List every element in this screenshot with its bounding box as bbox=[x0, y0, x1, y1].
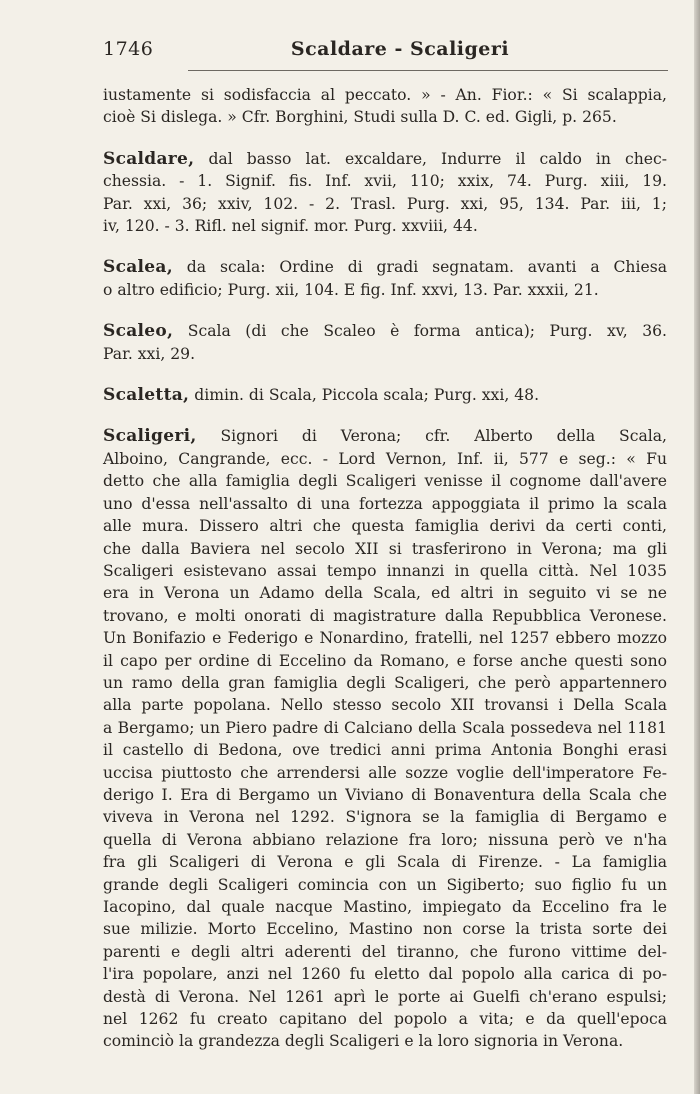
entry-line bbox=[103, 343, 667, 365]
dictionary-entry bbox=[103, 425, 667, 1052]
entry-text: derigo I. Era di Bergamo un Viviano di Bonaventura della Scala che bbox=[103, 785, 667, 804]
entry-line bbox=[103, 320, 667, 342]
entry-text: cominciò la grandezza degli Scaligeri e la loro signoria in Verona. bbox=[103, 1032, 624, 1051]
entry-line bbox=[103, 215, 667, 237]
entry-text: Par. xxi, 36; xxiv, 102. - 2. Trasl. Purg. xxi, 95, 134. Par. iii, 1; bbox=[103, 194, 667, 213]
entry-line bbox=[103, 425, 667, 447]
entry-line bbox=[103, 605, 667, 627]
entry-text: grande degli Scaligeri comincia con un Sigiberto; suo figlio fu un bbox=[103, 875, 667, 894]
entry-headword: Scaligeri, bbox=[103, 426, 197, 447]
entry-text: dal basso lat. excaldare, Indurre il caldo in chec- bbox=[194, 149, 667, 168]
entry-line bbox=[103, 515, 667, 537]
entry-text: fra gli Scaligeri di Verona e gli Scala di Firenze. - La famiglia bbox=[103, 853, 667, 872]
entry-line bbox=[103, 672, 667, 694]
entry-text: il capo per ordine di Eccelino da Romano, e forse anche questi sono bbox=[103, 651, 667, 670]
entry-text: Signori di Verona; cfr. Alberto della Scala, bbox=[196, 427, 667, 446]
entry-line bbox=[103, 896, 667, 918]
entry-text: trovano, e molti onorati di magistrature dalla Repubblica Veronese. bbox=[103, 606, 667, 625]
running-title: Scaldare - Scaligeri bbox=[290, 38, 510, 60]
page-header bbox=[103, 38, 667, 68]
entry-text: chessia. - 1. Signif. fis. Inf. xvii, 110; xxix, 74. Purg. xiii, 19. bbox=[103, 172, 667, 191]
entry-text: che dalla Baviera nel secolo XII si trasferirono in Verona; ma gli bbox=[103, 539, 667, 558]
entry-text: iustamente si sodisfaccia al peccato. » - An. Fior.: « Si scalappia, bbox=[103, 86, 667, 104]
entry-text: Iacopino, dal quale nacque Mastino, impiegato da Eccelino fra le bbox=[103, 898, 667, 916]
entry-line bbox=[103, 874, 667, 896]
entry-line bbox=[103, 739, 667, 761]
entry-text: Un Bonifazio e Federigo e Nonardino, fratelli, nel 1257 ebbero mozzo bbox=[103, 629, 667, 648]
entry-text: era in Verona un Adamo della Scala, ed altri in seguito vi se ne bbox=[103, 584, 667, 603]
entry-headword: Scalea, bbox=[103, 257, 173, 278]
entry-line bbox=[103, 1008, 667, 1030]
entry-text: dimin. di Scala, Piccola scala; Purg. xxi, 48. bbox=[189, 386, 540, 405]
entry-text: Alboino, Cangrande, ecc. - Lord Vernon, Inf. ii, 577 e seg.: « Fu bbox=[103, 449, 667, 468]
entry-text: detto che alla famiglia degli Scaligeri venisse il cognome dall'avere bbox=[103, 472, 667, 491]
entry-text: viveva in Verona nel 1292. S'ignora se la famiglia di Bergamo e bbox=[103, 808, 667, 827]
header-rule bbox=[188, 70, 668, 71]
entry-line bbox=[103, 627, 667, 649]
entry-text: Scaligeri esistevano assai tempo innanzi in quella città. Nel 1035 bbox=[103, 561, 667, 580]
entry-text: cioè Si dislega. » Cfr. Borghini, Studi sulla D. C. ed. Gigli, p. 265. bbox=[103, 108, 617, 127]
entry-line bbox=[103, 384, 667, 406]
entry-text: a Bergamo; un Piero padre di Calciano della Scala possedeva nel 1181 bbox=[103, 718, 667, 737]
entry-line bbox=[103, 448, 667, 470]
entry-line bbox=[103, 851, 667, 873]
entry-text: alle mura. Dissero altri che questa famiglia derivi da certi conti, bbox=[103, 517, 667, 536]
entry-line bbox=[103, 84, 667, 106]
entry-line bbox=[103, 829, 667, 851]
entry-text: alla parte popolana. Nello stesso secolo XII trovansi i Della Scala bbox=[103, 696, 667, 715]
entry-text: quella di Verona abbiano relazione fra loro; nissuna però ve n'ha bbox=[103, 830, 667, 849]
entry-line bbox=[103, 918, 667, 940]
entry-line bbox=[103, 148, 667, 170]
dictionary-entry bbox=[103, 384, 667, 406]
entry-headword: Scaleo, bbox=[103, 321, 174, 342]
entry-text: Par. xxi, 29. bbox=[103, 344, 196, 363]
dictionary-entry bbox=[103, 320, 667, 365]
entry-text: il castello di Bedona, ove tredici anni prima Antonia Bonghi erasi bbox=[103, 741, 667, 760]
entry-line bbox=[103, 806, 667, 828]
entry-text: l'ira popolare, anzi nel 1260 fu eletto dal popolo alla carica di po- bbox=[103, 965, 667, 984]
entry-line bbox=[103, 256, 667, 278]
entry-headword: Scaldare, bbox=[103, 148, 195, 169]
page-number: 1746 bbox=[103, 38, 154, 60]
page-edge bbox=[694, 0, 700, 1094]
dictionary-text bbox=[103, 84, 667, 1053]
entry-line bbox=[103, 106, 667, 128]
entry-text: o altro edificio; Purg. xii, 104. E fig. Inf. xxvi, 13. Par. xxxii, 21. bbox=[103, 280, 599, 299]
entry-line bbox=[103, 986, 667, 1008]
entry-line bbox=[103, 650, 667, 672]
entry-text: destà di Verona. Nel 1261 aprì le porte ai Guelfi ch'erano espulsi; bbox=[103, 987, 667, 1006]
dictionary-entry bbox=[103, 84, 667, 129]
entry-text: parenti e degli altri aderenti del tiranno, che furono vittime del- bbox=[103, 942, 667, 961]
entry-text: Scala (di che Scaleo è forma antica); Purg. xv, 36. bbox=[173, 322, 667, 341]
entry-text: iv, 120. - 3. Rifl. nel signif. mor. Purg. xxviii, 44. bbox=[103, 217, 478, 236]
entry-line bbox=[103, 493, 667, 515]
entry-line bbox=[103, 538, 667, 560]
entry-line bbox=[103, 582, 667, 604]
dictionary-entry bbox=[103, 148, 667, 238]
entry-line bbox=[103, 470, 667, 492]
entry-line bbox=[103, 717, 667, 739]
entry-text: uccisa piuttosto che arrendersi alle sozze voglie dell'imperatore Fe- bbox=[103, 763, 667, 782]
entry-text: sue milizie. Morto Eccelino, Mastino non corse la trista sorte dei bbox=[103, 920, 667, 939]
entry-line bbox=[103, 762, 667, 784]
entry-line bbox=[103, 963, 667, 985]
entry-text: da scala: Ordine di gradi segnatam. avanti a Chiesa bbox=[172, 258, 667, 277]
entry-line bbox=[103, 784, 667, 806]
entry-text: uno d'essa nell'assalto di una fortezza appoggiata il primo la scala bbox=[103, 494, 667, 513]
entry-line bbox=[103, 279, 667, 301]
entry-line bbox=[103, 560, 667, 582]
entry-line bbox=[103, 170, 667, 192]
entry-line bbox=[103, 193, 667, 215]
entry-text: un ramo della gran famiglia degli Scaligeri, che però appartennero bbox=[103, 673, 667, 692]
entry-headword: Scaletta, bbox=[103, 385, 190, 406]
dictionary-entry bbox=[103, 256, 667, 301]
entry-text: nel 1262 fu creato capitano del popolo a vita; e da quell'epoca bbox=[103, 1010, 667, 1029]
entry-line bbox=[103, 1030, 667, 1052]
entry-line bbox=[103, 694, 667, 716]
entry-line bbox=[103, 941, 667, 963]
